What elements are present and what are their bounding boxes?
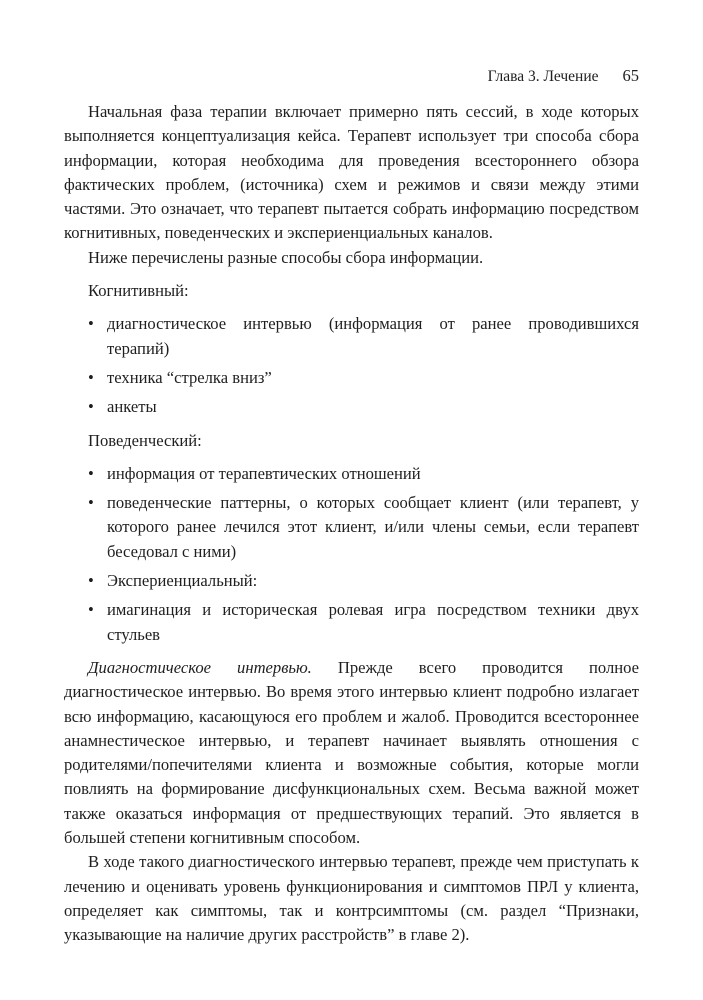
list-item: • информация от терапевтических отношений	[64, 462, 639, 486]
page-body	[64, 100, 639, 948]
diagnostic-heading: Диагностическое интервью.	[88, 657, 312, 677]
bullet-icon: •	[88, 397, 94, 417]
bullet-icon: •	[88, 571, 94, 591]
list-item: • техника “стрелка вниз”	[64, 366, 639, 390]
bullet-icon: •	[88, 600, 94, 620]
cognitive-label: Когнитивный:	[88, 281, 189, 301]
cognitive-list	[64, 312, 639, 419]
diagnostic-paragraph	[64, 656, 639, 850]
behavioral-list	[64, 462, 639, 647]
behavioral-label: Поведенческий:	[88, 430, 202, 450]
list-item: • поведенческие паттерны, о которых сообщает клиент (или терапевт, у которого ранее лечился этот клиент, и/или члены семьи, если терапевт беседовал с ними)	[88, 493, 639, 561]
list-item: • анкеты	[64, 395, 639, 419]
methods-intro: Ниже перечислены разные способы сбора информации.	[88, 247, 484, 267]
chapter-title: Глава 3. Лечение	[487, 68, 599, 85]
list-item: • диагностическое интервью (информация от ранее проводившихся терапий)	[88, 314, 639, 358]
bullet-icon: •	[88, 314, 94, 334]
bullet-icon: •	[88, 493, 94, 513]
list-item: • Экспериенциальный:	[64, 569, 639, 593]
bullet-icon: •	[88, 463, 94, 483]
running-header	[488, 66, 639, 86]
bullet-icon: •	[88, 367, 94, 387]
diagnostic-text: Прежде всего проводится полное диагностическое интервью. Во время этого интервью клиент подробно излагает всю информацию, касающуюся его проблем и жалоб. Проводится всестороннее анамнестическое интервью, и терапевт начинает выявлять отношения с родителями/попечителями клиента и возможные события, которые могли повлиять на формирование дисфункциональных схем. Весьма важной может также оказаться информация от предшествующих терапий. Это является в большей степени когнитивным способом.	[64, 657, 639, 848]
page-number: 65	[622, 66, 639, 85]
final-paragraph: В ходе такого диагностического интервью терапевт, прежде чем приступать к лечению и оценивать уровень функционирования и симптомов ПРЛ у клиента, определяет как симптомы, так и контрсимптомы (см. раздел “Признаки, указывающие на наличие других расстройств” в главе 2).	[64, 852, 639, 945]
intro-paragraph: Начальная фаза терапии включает примерно пять сессий, в ходе которых выполняется концептуализация кейса. Терапевт использует три способа сбора информации, которая необходима для проведения всестороннего обзора фактических проблем, (источника) схем и режимов и связи между этими частями. Это означает, что терапевт пытается собрать информацию посредством когнитивных, поведенческих и экспериенциальных каналов.	[64, 102, 639, 243]
list-item: • имагинация и историческая ролевая игра посредством техники двух стульев	[88, 600, 639, 644]
